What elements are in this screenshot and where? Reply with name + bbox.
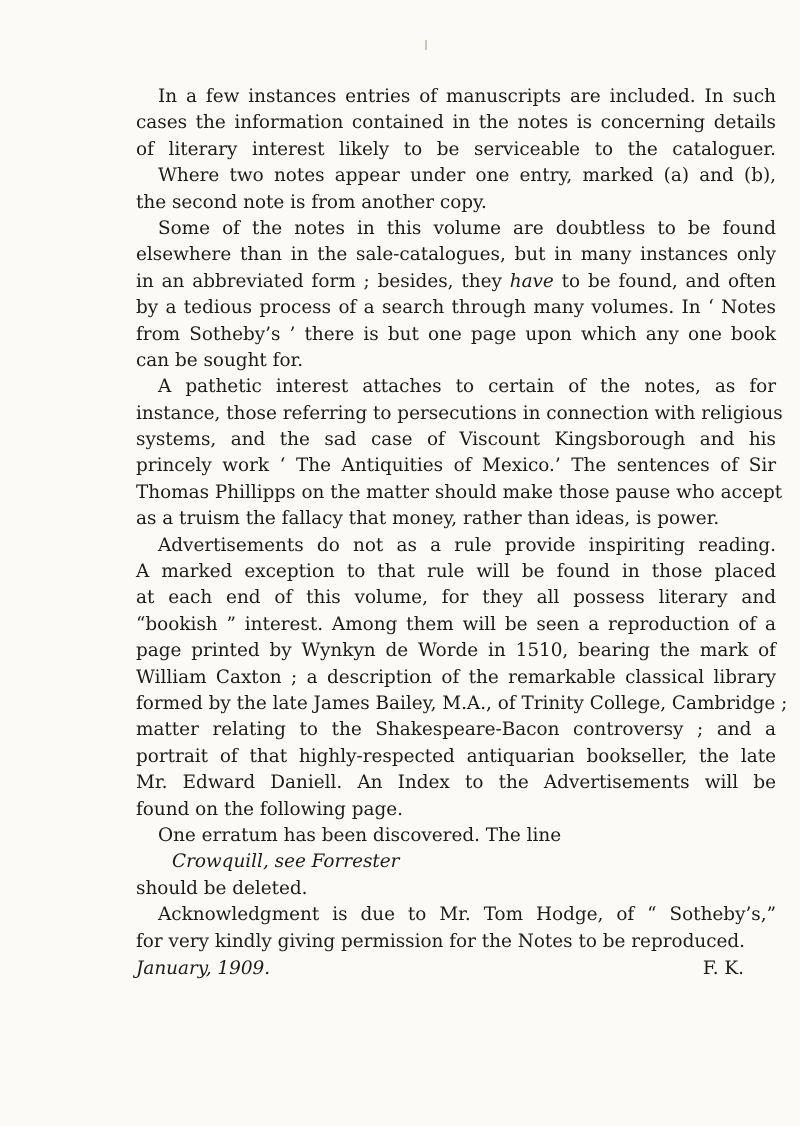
- text-line: can be sought for.: [136, 349, 304, 371]
- text-line: “bookish ” interest. Among them will be seen a reproduction of a: [136, 613, 776, 635]
- text-line: princely work ‘ The Antiquities of Mexico.’ The sentences of Sir: [136, 455, 776, 477]
- text-line: found on the following page.: [136, 798, 403, 820]
- text-line: Where two notes appear under one entry, marked (a) and (b),: [158, 165, 776, 187]
- text-line: cases the information contained in the notes is concerning details: [136, 112, 776, 134]
- text-line: as a truism the fallacy that money, rather than ideas, is power.: [136, 508, 720, 530]
- text-line: Advertisements do not as a rule provide inspiriting reading.: [158, 534, 776, 556]
- erratum-line: [136, 849, 776, 875]
- preface-text: [136, 84, 788, 983]
- text-line: Thomas Phillipps on the matter should make those pause who accept: [136, 481, 783, 503]
- text-line: for very kindly giving permission for the Notes to be reproduced.: [136, 930, 745, 952]
- text-line: page printed by Wynkyn de Worde in 1510, bearing the mark of: [136, 640, 776, 662]
- text-line: In a few instances entries of manuscripts are included. In such: [158, 86, 776, 107]
- text-line: formed by the late James Bailey, M.A., of Trinity College, Cambridge ;: [136, 692, 788, 714]
- text-line: One erratum has been discovered. The line: [158, 824, 562, 846]
- text-line: A pathetic interest attaches to certain of the notes, as for: [158, 376, 776, 398]
- paper-speck: [425, 40, 427, 50]
- author-initials: F. K.: [702, 957, 744, 979]
- text-line: Mr. Edward Daniell. An Index to the Advertisements will be: [136, 772, 776, 794]
- text-line-with-emphasis: [136, 269, 776, 295]
- text-line: of literary interest likely to be serviceable to the cataloguer.: [136, 138, 776, 160]
- text-line: matter relating to the Shakespeare-Bacon controversy ; and a: [136, 719, 776, 741]
- text-line: portrait of that highly-respected antiquarian bookseller, the late: [136, 745, 776, 767]
- emphasis-word: have: [509, 270, 554, 292]
- text-line: the second note is from another copy.: [136, 191, 487, 213]
- text-line: Some of the notes in this volume are doubtless to be found: [158, 217, 776, 239]
- text-line: William Caxton ; a description of the remarkable classical library: [136, 666, 776, 688]
- text-line: Acknowledgment is due to Mr. Tom Hodge, of “ Sotheby’s,”: [158, 904, 776, 926]
- text-fragment: to be found, and often: [561, 270, 776, 292]
- text-line: elsewhere than in the sale-catalogues, but in many instances only: [136, 244, 776, 266]
- text-line: systems, and the sad case of Viscount Kingsborough and his: [136, 429, 776, 451]
- text-fragment: in an abbreviated form ; besides, they: [136, 270, 502, 292]
- text-line: instance, those referring to persecutions in connection with religious: [136, 402, 783, 424]
- erratum-entry: Crowquill, see Forrester: [172, 851, 400, 873]
- text-line: should be deleted.: [136, 877, 308, 899]
- text-line: A marked exception to that rule will be found in those placed: [136, 561, 776, 583]
- text-line: at each end of this volume, for they all possess literary and: [136, 587, 776, 609]
- text-line: by a tedious process of a search through many volumes. In ‘ Notes: [136, 297, 776, 319]
- date-line: January, 1909.: [136, 957, 271, 979]
- text-line: from Sotheby’s ’ there is but one page upon which any one book: [136, 323, 776, 345]
- signoff: [136, 955, 776, 983]
